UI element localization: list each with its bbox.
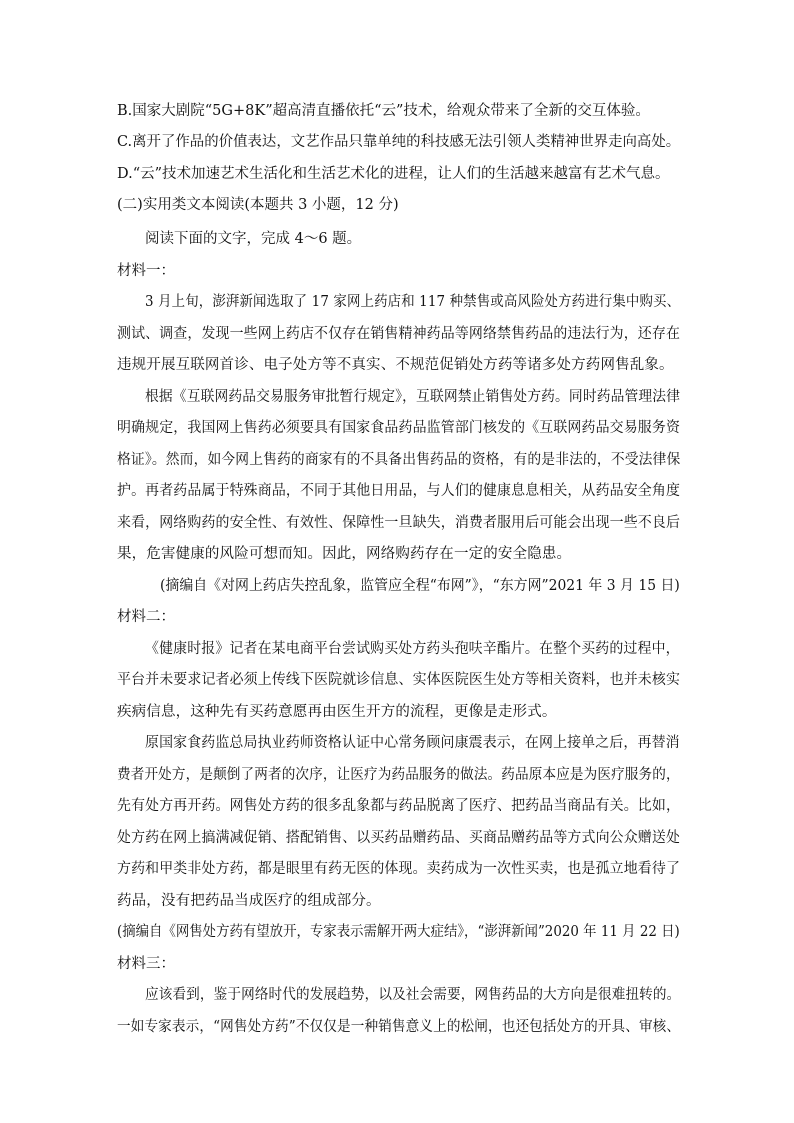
material2-line: 《健康时报》记者在某电商平台尝试购买处方药头孢呋辛酯片。在整个买药的过程中， (145, 641, 680, 657)
material1-line: 格证》。然而，如今网上售药的商家有的不具备出售药品的资格，有的是非法的，不受法律保 (117, 452, 681, 468)
material2-line: 先有处方再开药。网售处方药的很多乱象都与药品脱离了医疗、把药品当商品有关。比如， (117, 798, 681, 814)
material2-line: 药品，没有把药品当成医疗的组成部分。 (117, 893, 381, 909)
material2-line: 疾病信息，这种先有买药意愿再由医生开方的流程，更像是走形式。 (117, 704, 557, 720)
option-d: D.“云”技术加速艺术生活化和生活艺术化的进程，让人们的生活越来越富有艺术气息。 (117, 166, 670, 182)
material1-line: 3 月上旬，澎湃新闻选取了 17 家网上药店和 117 种禁售或高风险处方药进行集中购买、 (145, 294, 681, 310)
material3-line: 应该看到，鉴于网络时代的发展趋势，以及社会需要，网售药品的大方向是很难扭转的。 (145, 987, 681, 1003)
material3-line: 一如专家表示，“网售处方药”不仅仅是一种销售意义上的松闸，也还包括处方的开具、审核、 (117, 1019, 681, 1035)
option-c: C.离开了作品的价值表达，文艺作品只靠单纯的科技感无法引领人类精神世界走向高处。 (117, 134, 681, 150)
material1-line: 根据《互联网药品交易服务审批暂行规定》，互联网禁止销售处方药。同时药品管理法律 (145, 389, 681, 405)
material2-source: (摘编自《网售处方药有望放开，专家表示需解开两大症结》，“澎湃新闻”2020 年 11 月 22 日) (117, 924, 680, 940)
material1-label: 材料一： (117, 263, 175, 279)
option-b: B.国家大剧院“5G+8K”超高清直播依托“云”技术，给观众带来了全新的交互体验。 (117, 103, 650, 119)
material2-line: 原国家食药监总局执业药师资格认证中心常务顾问康震表示，在网上接单之后，再替消 (145, 735, 680, 751)
material1-line: 来看，网络购药的安全性、有效性、保障性一旦缺失，消费者服用后可能会出现一些不良后 (117, 515, 681, 531)
material1-line: 护。再者药品属于特殊商品，不同于其他日用品，与人们的健康息息相关，从药品安全角度 (117, 483, 681, 499)
material2-line: 费者开处方，是颠倒了两者的次序，让医疗为药品服务的做法。药品原本应是为医疗服务的， (117, 767, 680, 783)
material3-label: 材料三： (117, 956, 175, 972)
material1-source: (摘编自《对网上药店失控乱象，监管应全程“布网”》，“东方网”2021 年 3 月 15 日) (160, 578, 680, 594)
material1-line: 违规开展互联网首诊、电子处方等不真实、不规范促销处方药等诸多处方药网售乱象。 (117, 357, 674, 373)
material1-line: 明确规定，我国网上售药必须要具有国家食品药品监管部门核发的《互联网药品交易服务资 (117, 420, 681, 436)
section-heading: (二)实用类文本阅读(本题共 3 小题，12 分) (117, 197, 399, 213)
material2-line: 处方药在网上搞满减促销、搭配销售、以买药品赠药品、买商品赠药品等方式向公众赠送处 (117, 830, 681, 846)
material1-line: 测试、调查，发现一些网上药店不仅存在销售精神药品等网络禁售药品的违法行为，还存在 (117, 326, 681, 342)
instruction: 阅读下面的文字，完成 4～6 题。 (145, 231, 362, 247)
material2-line: 平台并未要求记者必须上传线下医院就诊信息、实体医院医生处方等相关资料，也并未核实 (117, 672, 681, 688)
material2-label: 材料二： (117, 609, 175, 625)
material1-line: 果，危害健康的风险可想而知。因此，网络购药存在一定的安全隐患。 (117, 546, 572, 562)
material2-line: 方药和甲类非处方药，都是眼里有药无医的体现。卖药成为一次性买卖，也是孤立地看待了 (117, 861, 681, 877)
